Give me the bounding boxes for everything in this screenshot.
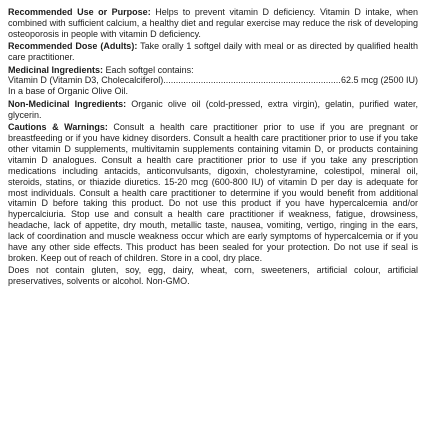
non-medicinal-ingredients-text: Organic olive oil (cold-pressed, extra virgin), gelatin, purified water, glycerin. (8, 98, 418, 120)
ingredient-base: In a base of Organic Olive Oil. (8, 86, 129, 97)
recommended-dose-section (8, 41, 418, 63)
recommended-use-text: Helps to prevent vitamin D deficiency. Vitamin D intake, when combined with sufficient calcium, a healthy diet and regular exercise may reduce the risk of developing osteoporosis in people with vitamin D deficiency. (8, 7, 418, 39)
cautions-section (8, 122, 418, 264)
medicinal-ingredients-heading: Medicinal Ingredients: (8, 64, 104, 75)
cautions-heading: Cautions & Warnings: (8, 122, 108, 133)
free-from-section (8, 265, 418, 287)
recommended-dose-text: Take orally 1 softgel daily with meal or as directed by qualified health care practitioner. (8, 41, 418, 63)
medicinal-ingredients-intro: Each softgel contains: (105, 64, 194, 75)
recommended-dose-heading: Recommended Dose (Adults): (8, 41, 138, 52)
ingredient-amount: 62.5 mcg (2500 IU) (340, 75, 418, 86)
recommended-use-heading: Recommended Use or Purpose: (8, 7, 151, 17)
non-medicinal-ingredients-section (8, 99, 418, 121)
medicinal-ingredients-section (8, 65, 418, 98)
recommended-use-section (8, 7, 418, 40)
cautions-text: Consult a health care practitioner prior to use if you are pregnant or breastfeeding or if you have kidney disorders. Consult a health care practitioner prior to use if you take other vitamin D supplements, multivitamin supplements containing vitamin D, or products containing vitamin D analogues. Consult a health care practitioner prior to use if you take any prescription medications including antacids, anticonvulsants, digoxin, cholestyramine, colestipol, mineral oil, steroids, statins, or thiazide diuretics. 15-20 mcg (600-800 IU) of vitamin D per day is adequate for most individuals. Consult a health care practitioner to determine if you would benefit from additional vitamin D before taking this product. Do not use this product if you have hypercalcemia and/or hypercalciuria. Stop use and consult a health care practitioner if weakness, fatigue, drowsiness, headache, lack of appetite, dry mouth, metallic taste, nausea, vomiting, vertigo, ringing in the ears, lack of coordination and muscle weakness occur which are early symptoms of hypercalcemia or if you have any other side effects. This product has been sealed for your protection. Do not use if seal is broken. Keep out of reach of children. Store in a cool, dry place. (8, 122, 418, 263)
free-from-text: Does not contain gluten, soy, egg, dairy, wheat, corn, sweeteners, artificial colour, artificial preservatives, solvents or alcohol. Non-GMO. (8, 265, 418, 287)
non-medicinal-ingredients-heading: Non-Medicinal Ingredients: (8, 98, 127, 109)
ingredient-row (8, 75, 418, 86)
ingredient-name: Vitamin D (Vitamin D3, Cholecalciferol) (8, 75, 164, 86)
leader-dots (163, 75, 341, 86)
